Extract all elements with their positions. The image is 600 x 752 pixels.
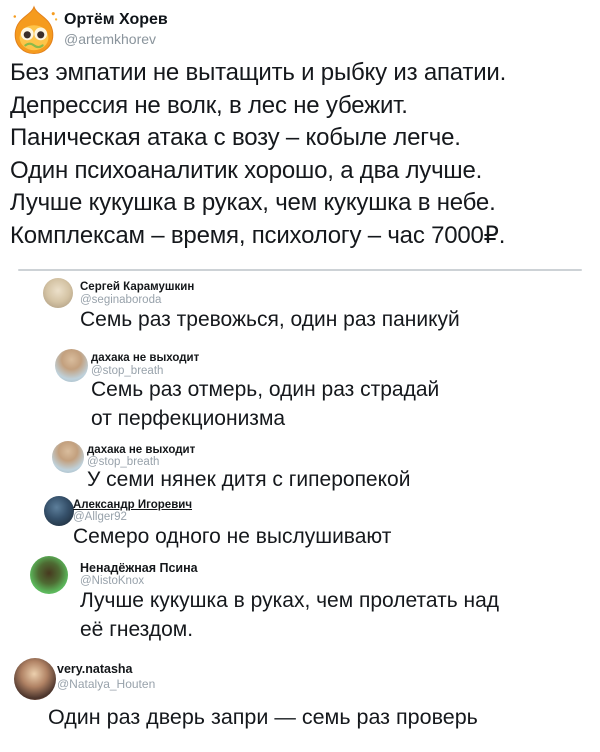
tweet-text-line: Без эмпатии не вытащить и рыбку из апатии. <box>10 59 507 86</box>
reply-author-handle[interactable]: @Natalya_Houten <box>57 677 156 691</box>
reply-item <box>0 348 600 440</box>
reply-item <box>0 440 600 495</box>
tweet-author-name[interactable]: Ортём Хорев <box>64 11 168 28</box>
reply-text <box>73 523 391 552</box>
flame-character-avatar[interactable] <box>9 5 59 55</box>
avatar[interactable] <box>44 496 74 526</box>
reply-author-name[interactable]: Ненадёжная Псина <box>80 561 198 575</box>
tweet-text-line: Депрессия не волк, в лес не убежит. <box>10 91 408 119</box>
avatar[interactable] <box>55 349 88 382</box>
reply-item <box>0 277 600 339</box>
reply-author-name[interactable]: дахака не выходит <box>87 444 196 456</box>
tweet-text-line: Паническая атака с возу – кобыле легче. <box>10 124 461 151</box>
reply-text <box>91 376 439 433</box>
reply-author-name[interactable]: дахака не выходит <box>91 352 200 364</box>
reply-text-line: от перфекционизма <box>91 406 286 430</box>
avatar[interactable] <box>30 556 68 594</box>
reply-author-handle[interactable]: @Allger92 <box>73 511 127 523</box>
reply-text-line: Один раз дверь запри — семь раз проверь <box>48 705 478 729</box>
reply-text-line: Семь раз отмерь, один раз страдай <box>91 378 440 401</box>
reply-author-handle[interactable]: @NistoKnox <box>80 575 145 587</box>
reply-text <box>80 586 499 644</box>
reply-author-handle[interactable]: @stop_breath <box>87 456 160 468</box>
reply-text <box>87 466 410 495</box>
tweet-text-line: Лучше кукушка в руках, чем кукушка в небе. <box>10 189 496 216</box>
tweet-text-line: Комплексам – время, психологу – час 7000₽. <box>10 221 506 249</box>
reply-author-name[interactable]: very.natasha <box>57 662 133 676</box>
reply-author-name[interactable]: Александр Игоревич <box>73 499 193 511</box>
avatar[interactable] <box>14 658 56 700</box>
reply-item <box>0 555 600 655</box>
reply-text-line: Семь раз тревожься, один раз паникуй <box>80 308 460 331</box>
tweet-author-handle[interactable]: @artemkhorev <box>64 31 157 47</box>
reply-item <box>0 656 600 752</box>
reply-author-name[interactable]: Сергей Карамушкин <box>80 281 195 293</box>
tweet-text-line: Один психоаналитик хорошо, а два лучше. <box>10 156 483 184</box>
reply-author-handle[interactable]: @stop_breath <box>91 365 164 377</box>
avatar[interactable] <box>52 441 84 473</box>
flame-icon <box>9 5 59 55</box>
reply-text <box>48 703 478 732</box>
reply-author-handle[interactable]: @seginaboroda <box>80 294 162 306</box>
reply-text-line: её гнездом. <box>80 618 194 641</box>
tweet-text <box>10 57 596 252</box>
reply-text-line: У семи нянек дитя с гиперопекой <box>87 468 411 491</box>
reply-text-line: Семеро одного не выслушивают <box>73 525 392 548</box>
avatar[interactable] <box>43 278 73 308</box>
reply-item <box>0 495 600 555</box>
reply-text <box>80 306 460 335</box>
thread-divider <box>18 269 582 271</box>
reply-text-line: Лучше кукушка в руках, чем пролетать над <box>80 589 500 612</box>
